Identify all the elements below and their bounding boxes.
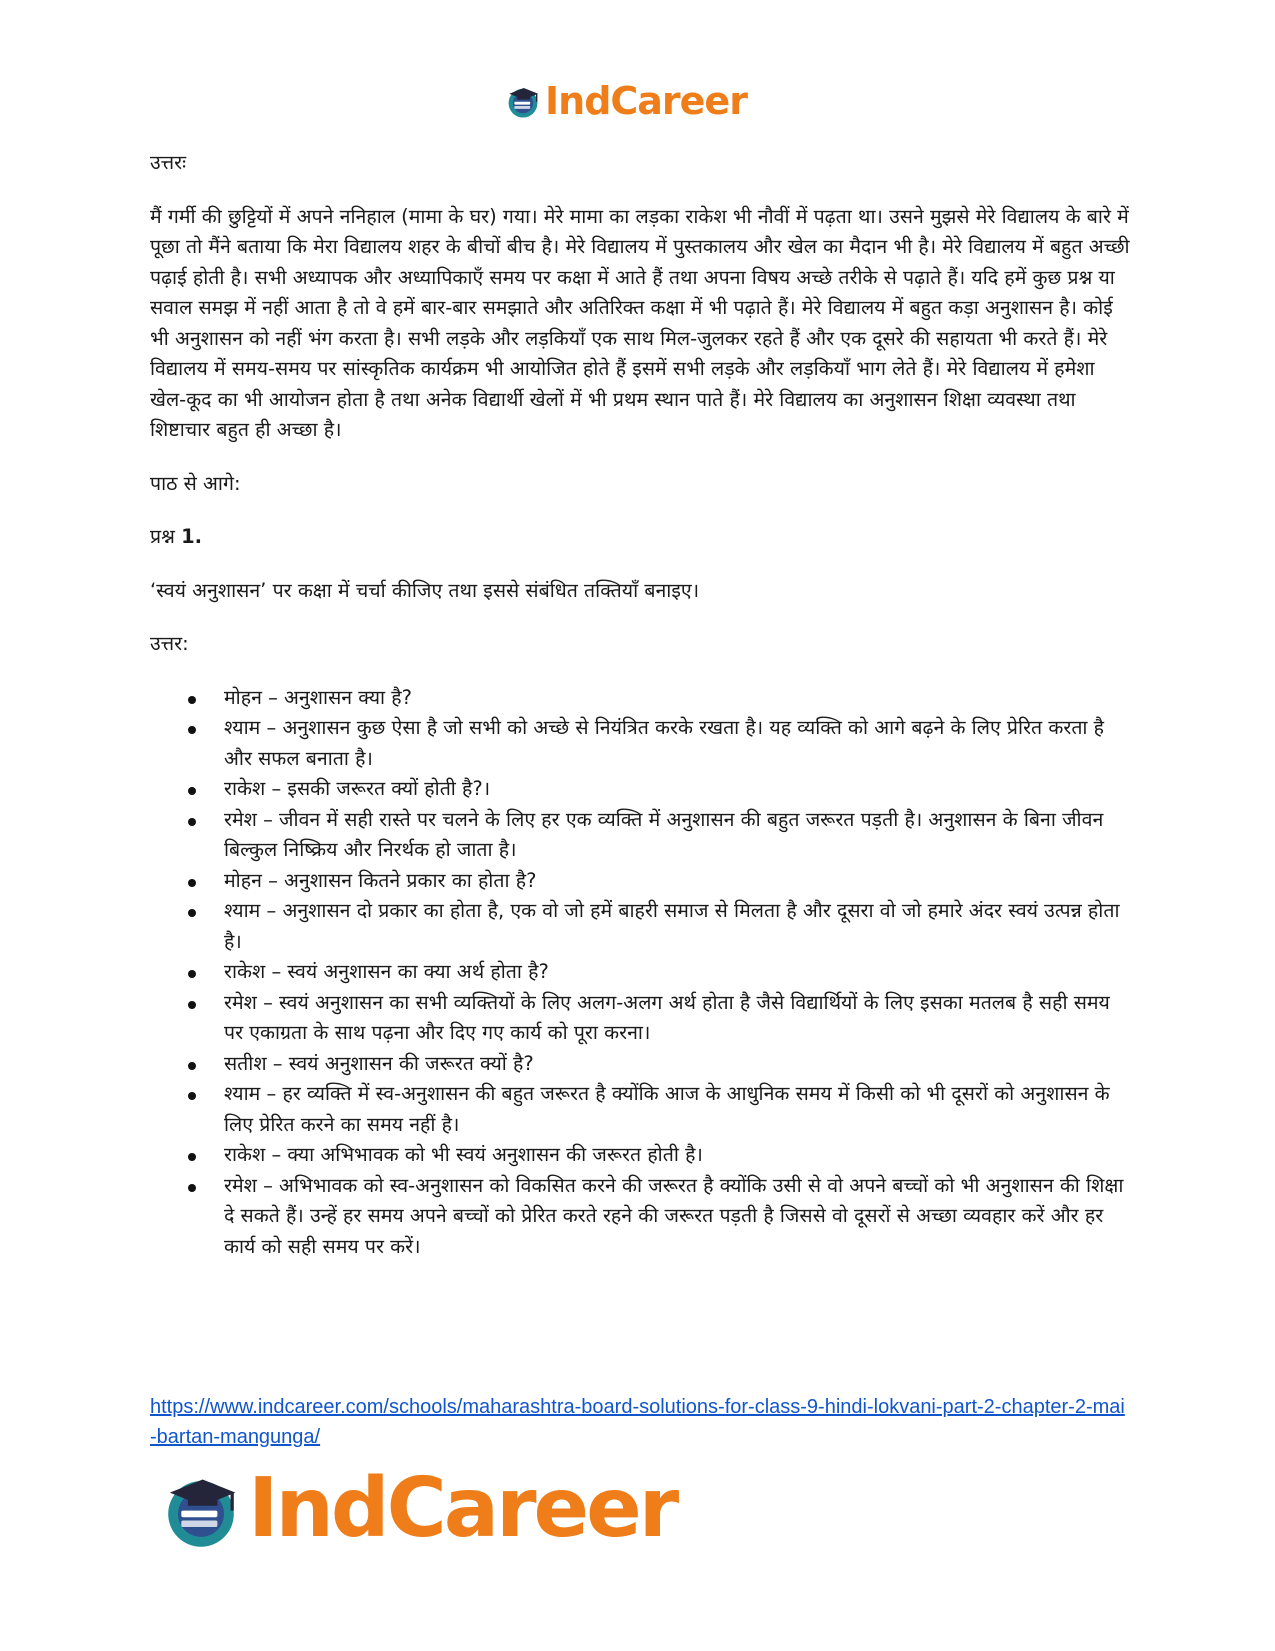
question-number: 1.: [181, 525, 203, 548]
source-link[interactable]: https://www.indcareer.com/schools/maharashtra-board-solutions-for-class-9-hindi-lokvani-part-2-chapter-2-mai-bartan-mangunga/: [150, 1396, 1125, 1448]
question-label-prefix: प्रश्न: [150, 525, 182, 548]
dialogue-item: मोहन – अनुशासन क्या है?: [224, 683, 1135, 714]
dialogue-item: राकेश – इसकी जरूरत क्यों होती है?।: [224, 774, 1135, 805]
dialogue-item: राकेश – क्या अभिभावक को भी स्वयं अनुशासन की जरूरत होती है।: [224, 1140, 1135, 1171]
beyond-lesson-heading: पाठ से आगे:: [150, 471, 241, 495]
graduation-cap-globe-icon: [160, 1468, 242, 1550]
answer-label: उत्तरः: [150, 151, 187, 174]
header-logo-text: IndCareer: [545, 79, 747, 123]
dialogue-item: रमेश – जीवन में सही रास्ते पर चलने के लिए हर एक व्यक्ति में अनुशासन की बहुत जरूरत पड़ती है। अनुशासन के बिना जीवन बिल्कुल निष्क्रिय और निरर्थक हो जाता है।: [224, 805, 1135, 866]
dialogue-item: श्याम – अनुशासन कुछ ऐसा है जो सभी को अच्छे से नियंत्रित करके रखता है। यह व्यक्ति को आगे बढ़ने के लिए प्रेरित करता है और सफल बनाता है।: [224, 713, 1135, 774]
footer-logo: [160, 1461, 677, 1556]
dialogue-item: रमेश – स्वयं अनुशासन का सभी व्यक्तियों के लिए अलग-अलग अर्थ होता है जैसे विद्यार्थियों के लिए इसका मतलब है सही समय पर एकाग्रता के साथ पढ़ना और दिए गए कार्य को पूरा करना।: [224, 988, 1135, 1049]
dialogue-item: रमेश – अभिभावक को स्व-अनुशासन को विकसित करने की जरूरत है क्योंकि उसी से वो अपने बच्चों को भी अनुशासन की शिक्षा दे सकते हैं। उन्हें हर समय अपने बच्चों को प्रेरित करते रहने की जरूरत पड़ती है जिससे वो दूसरों से अच्छा व्यवहार करें और हर कार्य को सही समय पर करें।: [224, 1171, 1135, 1263]
graduation-cap-globe-icon: [505, 83, 541, 119]
dialogue-item: श्याम – हर व्यक्ति में स्व-अनुशासन की बहुत जरूरत है क्योंकि आज के आधुनिक समय में किसी को भी दूसरों को अनुशासन के लिए प्रेरित करने का समय नहीं है।: [224, 1079, 1135, 1140]
question-text: ‘स्वयं अनुशासन’ पर कक्षा में चर्चा कीजिए तथा इससे संबंधित तक्तियाँ बनाइए।: [150, 578, 700, 602]
answer-label-2: उत्तर:: [150, 632, 189, 655]
dialogue-item: सतीश – स्वयं अनुशासन की जरूरत क्यों है?: [224, 1049, 1135, 1080]
dialogue-list: [150, 683, 1135, 1263]
dialogue-item: राकेश – स्वयं अनुशासन का क्या अर्थ होता है?: [224, 957, 1135, 988]
footer-logo-text: IndCareer: [248, 1461, 677, 1556]
document-body: [150, 148, 1135, 1262]
dialogue-item: श्याम – अनुशासन दो प्रकार का होता है, एक वो जो हमें बाहरी समाज से मिलता है और दूसरा वो जो हमारे अंदर स्वयं उत्पन्न होता है।: [224, 896, 1135, 957]
dialogue-item: मोहन – अनुशासन कितने प्रकार का होता है?: [224, 866, 1135, 897]
question-heading: [150, 522, 1135, 553]
answer-paragraph: मैं गर्मी की छुट्टियों में अपने ननिहाल (मामा के घर) गया। मेरे मामा का लड़का राकेश भी नौवीं में पढ़ता था। उसने मुझसे मेरे विद्यालय के बारे में पूछा तो मैंने बताया कि मेरा विद्यालय शहर के बीचों बीच है। मेरे विद्यालय में पुस्तकालय और खेल का मैदान भी है। मेरे विद्यालय में बहुत अच्छी पढ़ाई होती है। सभी अध्यापक और अध्यापिकाएँ समय पर कक्षा में आते हैं तथा अपना विषय अच्छे तरीके से पढ़ाते हैं। यदि हमें कुछ प्रश्न या सवाल समझ में नहीं आता है तो वे हमें बार-बार समझाते और अतिरिक्त कक्षा में भी पढ़ाते हैं। मेरे विद्यालय में बहुत कड़ा अनुशासन है। कोई भी अनुशासन को नहीं भंग करता है। सभी लड़के और लड़कियाँ एक साथ मिल-जुलकर रहते हैं और एक दूसरे की सहायता भी करते हैं। मेरे विद्यालय में समय-समय पर सांस्कृतिक कार्यक्रम भी आयोजित होते हैं इसमें सभी लड़के और लड़कियाँ भाग लेते हैं। मेरे विद्यालय में हमेशा खेल-कूद का भी आयोजन होता है तथा अनेक विद्यार्थी खेलों में भी प्रथम स्थान पाते हैं। मेरे विद्यालय का अनुशासन शिक्षा व्यवस्था तथा शिष्टाचार बहुत ही अच्छा है।: [150, 204, 1130, 441]
header-logo: [505, 79, 747, 123]
